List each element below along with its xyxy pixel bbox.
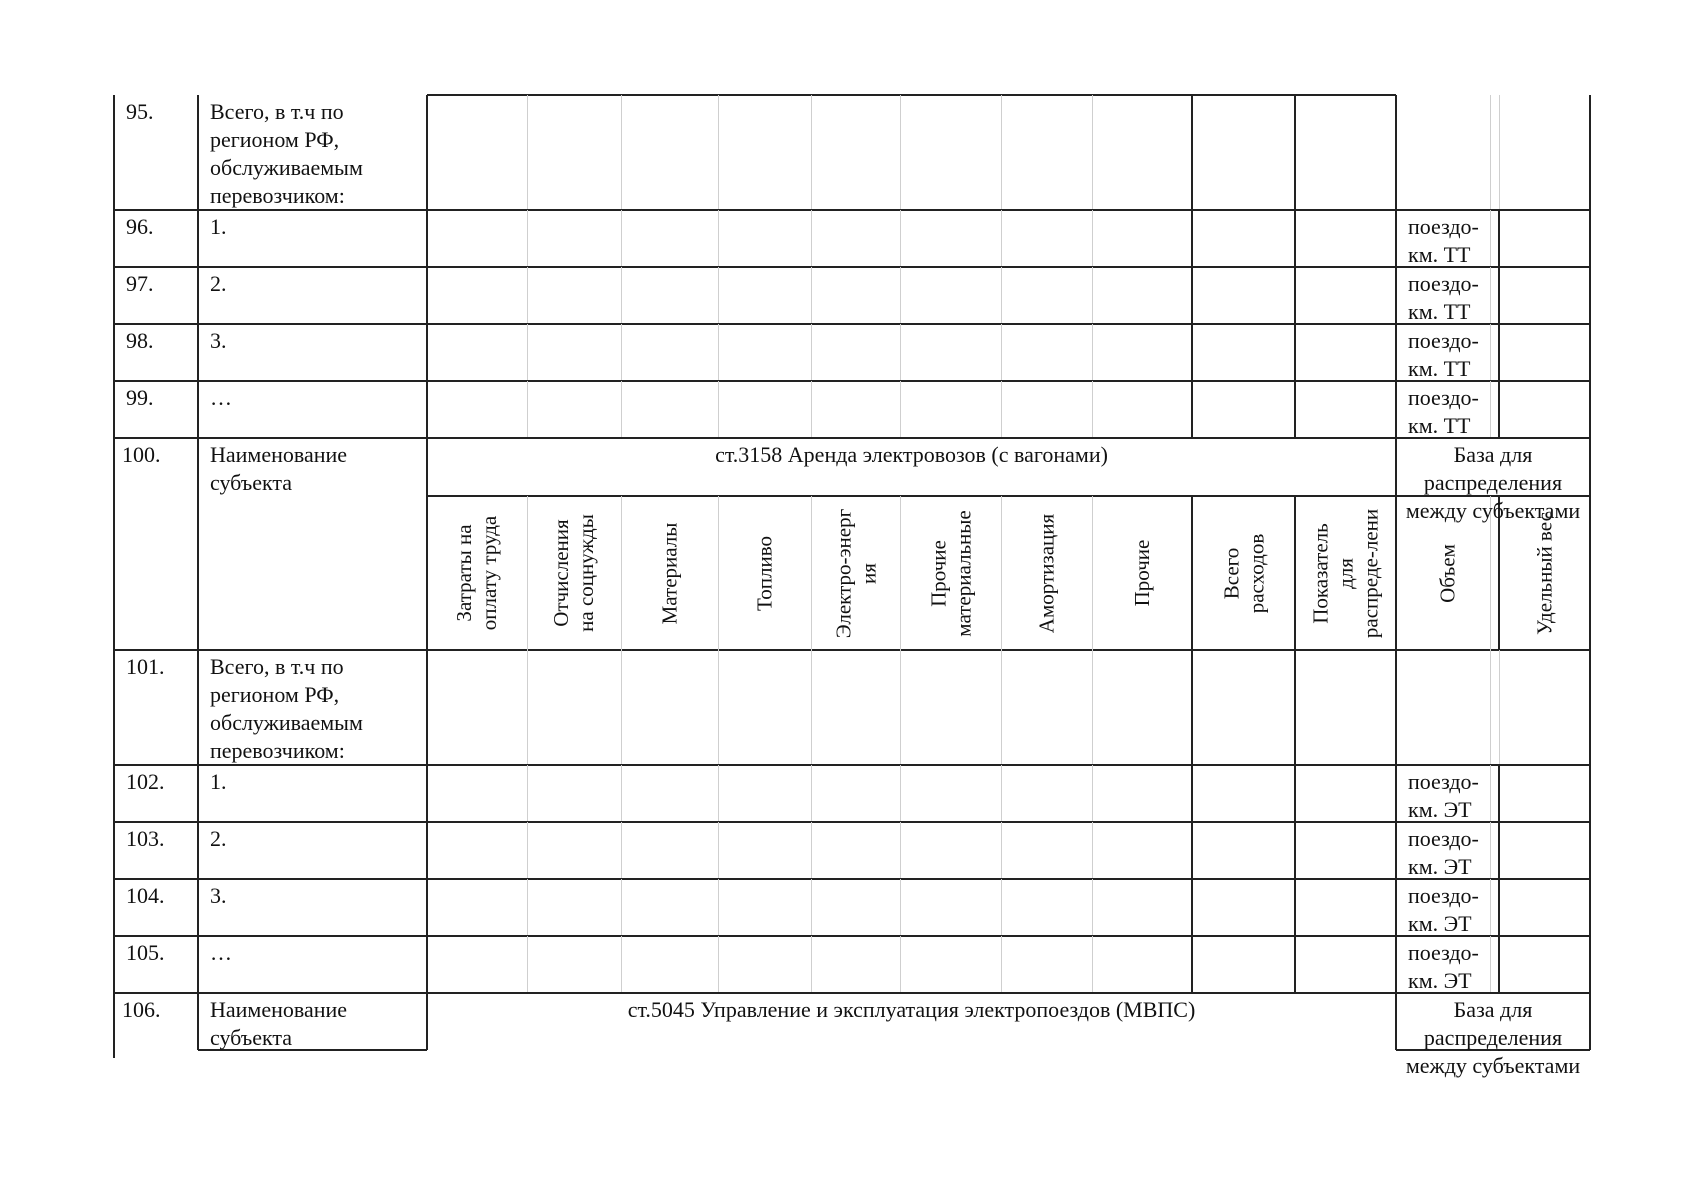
table-rule-vertical (1191, 879, 1193, 936)
table-rule-horizontal (114, 437, 1590, 439)
row-subject-name: 1. (210, 214, 227, 239)
column-header: Удельный вес (1532, 511, 1556, 635)
table-rule-vertical (1191, 95, 1193, 210)
table-rule-vertical (1490, 95, 1491, 210)
table-rule-vertical (1294, 324, 1296, 381)
table-rule-vertical (113, 267, 115, 324)
table-rule-vertical (1589, 650, 1591, 765)
table-rule-vertical (1294, 650, 1296, 765)
table-rule-vertical (197, 324, 199, 381)
table-rule-vertical (1092, 210, 1093, 267)
table-rule-vertical (1191, 267, 1193, 324)
table-rule-vertical (1001, 879, 1002, 936)
article-title: ст.5045 Управление и эксплуатация электропоездов (МВПС) (627, 997, 1196, 1022)
table-rule-vertical (718, 936, 719, 993)
column-header: Прочие (1129, 539, 1154, 607)
table-rule-vertical (1001, 650, 1002, 765)
table-rule-vertical (621, 765, 622, 822)
row-subject-name: 3. (210, 328, 227, 353)
table-rule-vertical (1092, 936, 1093, 993)
table-rule-vertical (1395, 765, 1397, 822)
subject-column-header: Наименование субъекта (210, 442, 348, 495)
table-rule-vertical (113, 765, 115, 822)
table-rule-vertical (1001, 210, 1002, 267)
table-rule-vertical (900, 650, 901, 765)
header-row-number: 106. (122, 997, 161, 1022)
table-rule-vertical (900, 324, 901, 381)
row-number: 103. (126, 826, 165, 851)
table-rule-vertical (1294, 765, 1296, 822)
table-rule-vertical (718, 324, 719, 381)
column-header: Амортизация (1034, 513, 1058, 633)
table-rule-vertical (621, 324, 622, 381)
table-rule-vertical (197, 993, 199, 1050)
table-rule-vertical (113, 822, 115, 879)
table-rule-vertical (197, 95, 199, 210)
distribution-base-title: База для распределения между субъектами (1405, 997, 1581, 1078)
table-rule-horizontal (114, 649, 1590, 652)
subject-column-header: Наименование субъекта (210, 997, 348, 1050)
table-rule-vertical (718, 95, 719, 210)
table-rule-vertical (1294, 936, 1296, 993)
table-rule-vertical (1001, 822, 1002, 879)
table-rule-vertical (1294, 879, 1296, 936)
table-rule-vertical (900, 879, 901, 936)
table-rule-vertical (811, 210, 812, 267)
header-row-number: 100. (122, 442, 161, 467)
table-rule-horizontal (114, 323, 1590, 325)
table-rule-vertical (1589, 267, 1591, 324)
table-rule-vertical (113, 438, 115, 650)
table-rule-vertical (1395, 324, 1397, 381)
table-rule-vertical (1589, 210, 1591, 267)
row-subject-name: Всего, в т.ч по регионом РФ, обслуживаемым перевозчиком: (210, 99, 363, 208)
table-rule-vertical (527, 822, 528, 879)
table-rule-vertical (621, 822, 622, 879)
table-rule-vertical (527, 879, 528, 936)
table-rule-vertical (718, 765, 719, 822)
table-rule-vertical (900, 822, 901, 879)
table-rule-vertical (621, 936, 622, 993)
row-number: 104. (126, 883, 165, 908)
table-rule-vertical (621, 210, 622, 267)
table-rule-vertical (113, 993, 115, 1058)
table-rule-vertical (527, 650, 528, 765)
table-rule-vertical (1191, 210, 1193, 267)
table-rule-vertical (621, 267, 622, 324)
table-rule-vertical (811, 267, 812, 324)
table-rule-vertical (621, 650, 622, 765)
table-rule-vertical (1294, 381, 1296, 438)
row-distribution-base: поездо- км. ТТ (1408, 214, 1479, 267)
row-number: 105. (126, 940, 165, 965)
row-distribution-base: поездо- км. ТТ (1408, 271, 1479, 324)
table-rule-vertical (900, 936, 901, 993)
table-rule-vertical (718, 381, 719, 438)
table-rule-vertical (1191, 324, 1193, 381)
row-distribution-base: поездо- км. ЭТ (1408, 940, 1479, 993)
table-rule-vertical (197, 765, 199, 822)
table-rule-vertical (527, 267, 528, 324)
table-rule-vertical (527, 210, 528, 267)
table-rule-horizontal (427, 94, 1396, 96)
row-subject-name: 3. (210, 883, 227, 908)
table-rule-vertical (113, 650, 115, 765)
table-rule-vertical (197, 879, 199, 936)
table-rule-vertical (1589, 324, 1591, 381)
row-number: 95. (126, 99, 154, 124)
table-rule-vertical (621, 496, 622, 650)
table-rule-vertical (1092, 496, 1093, 650)
table-rule-vertical (197, 650, 199, 765)
table-rule-horizontal (114, 992, 1590, 994)
table-rule-vertical (1092, 879, 1093, 936)
table-rule-vertical (1092, 324, 1093, 381)
row-subject-name: 1. (210, 769, 227, 794)
table-rule-vertical (1395, 650, 1397, 765)
table-rule-vertical (197, 210, 199, 267)
table-rule-vertical (718, 650, 719, 765)
table-rule-vertical (527, 936, 528, 993)
table-rule-vertical (811, 95, 812, 210)
table-rule-vertical (1294, 95, 1296, 210)
table-rule-vertical (718, 210, 719, 267)
table-rule-vertical (1191, 765, 1193, 822)
table-rule-vertical (1589, 879, 1591, 936)
table-rule-vertical (900, 765, 901, 822)
table-rule-vertical (113, 381, 115, 438)
table-rule-vertical (1395, 210, 1397, 267)
table-rule-vertical (1001, 381, 1002, 438)
table-rule-vertical (1395, 267, 1397, 324)
column-header: Объем (1435, 543, 1459, 603)
row-distribution-base: поездо- км. ЭТ (1408, 769, 1479, 822)
column-header: Всего расходов (1218, 533, 1268, 613)
table-rule-vertical (197, 438, 199, 650)
table-rule-vertical (527, 324, 528, 381)
table-rule-vertical (1589, 765, 1591, 822)
table-rule-vertical (1395, 879, 1397, 936)
article-title: ст.3158 Аренда электровозов (с вагонами) (715, 442, 1108, 467)
column-header: Отчисления на соцнужды (549, 514, 598, 632)
table-rule-vertical (1092, 267, 1093, 324)
table-rule-vertical (1191, 381, 1193, 438)
table-rule-vertical (811, 822, 812, 879)
table-rule-vertical (1294, 822, 1296, 879)
table-rule-vertical (718, 496, 719, 650)
table-rule-vertical (1294, 210, 1296, 267)
table-rule-vertical (1092, 822, 1093, 879)
table-rule-vertical (621, 95, 622, 210)
table-rule-horizontal (114, 821, 1590, 823)
table-rule-horizontal (114, 878, 1590, 880)
table-rule-vertical (1191, 822, 1193, 879)
table-rule-vertical (718, 879, 719, 936)
row-subject-name: … (210, 385, 232, 410)
column-header: Затраты на оплату труда (452, 515, 501, 631)
table-rule-vertical (113, 95, 115, 210)
row-subject-name: … (210, 940, 232, 965)
row-subject-name: 2. (210, 271, 227, 296)
table-rule-vertical (1395, 95, 1397, 210)
table-rule-vertical (811, 381, 812, 438)
column-header: Электро-энерг ия (830, 508, 880, 638)
table-rule-vertical (1589, 822, 1591, 879)
table-rule-vertical (1001, 765, 1002, 822)
table-rule-vertical (1001, 95, 1002, 210)
table-rule-vertical (197, 936, 199, 993)
row-distribution-base: поездо- км. ЭТ (1408, 883, 1479, 936)
table-rule-vertical (113, 879, 115, 936)
table-rule-vertical (1499, 650, 1500, 765)
table-rule-vertical (1589, 381, 1591, 438)
table-rule-vertical (197, 381, 199, 438)
table-rule-vertical (113, 324, 115, 381)
table-rule-vertical (1499, 95, 1500, 210)
row-distribution-base: поездо- км. ЭТ (1408, 826, 1479, 879)
table-rule-vertical (1191, 650, 1193, 765)
column-header: Материалы (657, 522, 681, 624)
table-rule-vertical (1001, 267, 1002, 324)
table-rule-vertical (621, 381, 622, 438)
table-rule-vertical (197, 267, 199, 324)
table-rule-horizontal (114, 935, 1590, 937)
column-header: Прочие материальные (925, 509, 975, 637)
table-rule-vertical (1092, 650, 1093, 765)
table-rule-vertical (1589, 95, 1591, 210)
table-rule-horizontal (114, 266, 1590, 268)
table-rule-vertical (1294, 496, 1296, 650)
table-rule-vertical (1092, 381, 1093, 438)
table-rule-vertical (900, 381, 901, 438)
table-rule-vertical (811, 765, 812, 822)
table-rule-vertical (1092, 95, 1093, 210)
table-rule-horizontal (114, 380, 1590, 382)
table-rule-vertical (718, 822, 719, 879)
table-rule-vertical (197, 822, 199, 879)
column-header: Топливо (752, 535, 776, 611)
table-rule-vertical (811, 879, 812, 936)
table-rule-vertical (1395, 822, 1397, 879)
table-rule-vertical (527, 496, 528, 650)
row-number: 101. (126, 654, 165, 679)
row-distribution-base: поездо- км. ТТ (1408, 385, 1479, 438)
row-distribution-base: поездо- км. ТТ (1408, 328, 1479, 381)
table-rule-vertical (1191, 496, 1193, 650)
table-rule-vertical (1395, 381, 1397, 438)
table-rule-vertical (1395, 936, 1397, 993)
table-rule-vertical (527, 381, 528, 438)
row-number: 97. (126, 271, 154, 296)
table-rule-vertical (1294, 267, 1296, 324)
table-rule-vertical (811, 496, 812, 650)
table-rule-vertical (113, 210, 115, 267)
table-rule-vertical (1490, 650, 1491, 765)
table-rule-vertical (621, 879, 622, 936)
table-rule-vertical (718, 267, 719, 324)
table-rule-vertical (900, 496, 901, 650)
table-rule-vertical (1001, 496, 1002, 650)
table-rule-vertical (1589, 936, 1591, 993)
table-rule-vertical (527, 95, 528, 210)
column-header: Показатель для распреде-лени (1308, 508, 1382, 638)
table-rule-vertical (113, 936, 115, 993)
distribution-base-title: База для распределения между субъектами (1405, 442, 1581, 523)
table-rule-vertical (900, 267, 901, 324)
table-rule-vertical (900, 95, 901, 210)
row-number: 98. (126, 328, 154, 353)
table-rule-vertical (1092, 765, 1093, 822)
table-rule-vertical (1001, 936, 1002, 993)
row-number: 96. (126, 214, 154, 239)
row-subject-name: Всего, в т.ч по регионом РФ, обслуживаемым перевозчиком: (210, 654, 363, 763)
table-rule-vertical (900, 210, 901, 267)
row-subject-name: 2. (210, 826, 227, 851)
table-rule-vertical (1191, 936, 1193, 993)
row-number: 99. (126, 385, 154, 410)
table-rule-vertical (811, 650, 812, 765)
table-rule-vertical (811, 324, 812, 381)
row-number: 102. (126, 769, 165, 794)
table-rule-vertical (811, 936, 812, 993)
table-rule-vertical (527, 765, 528, 822)
table-rule-vertical (1001, 324, 1002, 381)
